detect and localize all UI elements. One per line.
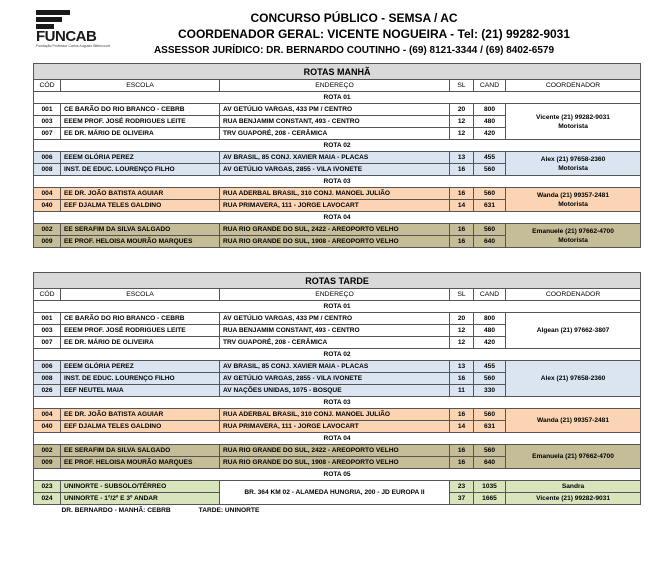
school-name: EEF DJALMA TELES GALDINO [61,421,220,433]
school-code: 007 [34,128,61,140]
route-label: ROTA 04 [34,433,641,445]
school-address: RUA PRIMAVERA, 111 - JORGE LAVOCART [220,421,450,433]
logo-tagline: Fundação Professor Carlos Augusto Bittencourt [36,44,110,48]
candidate-count: 640 [474,236,506,248]
school-code: 001 [34,104,61,116]
col-header-endereco: ENDEREÇO [220,289,450,301]
coordinator [506,104,641,140]
table-row [34,152,641,164]
col-header-escola: ESCOLA [61,289,220,301]
school-name: INST. DE EDUC. LOURENÇO FILHO [61,373,220,385]
route-header-row [34,433,641,445]
room-count: 16 [450,445,474,457]
coordinator [506,152,641,176]
candidate-count: 480 [474,116,506,128]
route-header-row [34,397,641,409]
coordinator [506,361,641,397]
room-count: 14 [450,200,474,212]
candidate-count: 560 [474,373,506,385]
coordinator-contact: Alex (21) 97658-2360 [540,155,606,163]
coordinator-contact: Vicente (21) 99282-9031 [536,113,610,121]
col-header-sl: SL [450,80,474,92]
route-header-row [34,212,641,224]
coordinator [506,224,641,248]
room-count: 16 [450,188,474,200]
room-count: 16 [450,373,474,385]
legal-advisor: ASSESSOR JURÍDICO: DR. BERNARDO COUTINHO - (69) 8121-3344 / (69) 8402-6579 [153,45,555,56]
school-code: 003 [34,325,61,337]
room-count: 16 [450,236,474,248]
school-address: AV GETÚLIO VARGAS, 433 PM / CENTRO [220,313,450,325]
route-label: ROTA 02 [34,140,641,152]
room-count: 13 [450,361,474,373]
candidate-count: 420 [474,337,506,349]
school-address: RUA BENJAMIM CONSTANT, 493 - CENTRO [220,116,450,128]
school-name: CE BARÃO DO RIO BRANCO - CEBRB [61,313,220,325]
table-row [34,361,641,373]
room-count: 13 [450,152,474,164]
school-address: RUA RIO GRANDE DO SUL, 2422 - AREOPORTO VELHO [220,445,450,457]
col-header-coordenador: COORDENADOR [506,80,641,92]
col-header-cand: CAND [474,80,506,92]
school-name: EE SERAFIM DA SILVA SALGADO [61,224,220,236]
section-title: ROTAS MANHÃ [34,64,641,80]
school-address: RUA RIO GRANDE DO SUL, 1908 - AREOPORTO VELHO [220,236,450,248]
coordinator [506,445,641,469]
coordinator-driver: Motorista [558,122,588,130]
school-name: EEF NEUTEL MAIA [61,385,220,397]
table-row [34,313,641,325]
school-name: EE DR. JOÃO BATISTA AGUIAR [61,409,220,421]
school-name: CE BARÃO DO RIO BRANCO - CEBRB [61,104,220,116]
route-label: ROTA 01 [34,92,641,104]
coordinator: Sandra [506,481,641,493]
school-code: 008 [34,373,61,385]
route-header-row [34,92,641,104]
route-label: ROTA 03 [34,176,641,188]
school-code: 007 [34,337,61,349]
table-row [34,188,641,200]
candidate-count: 560 [474,445,506,457]
logo-wordmark: FUNCAB [36,28,97,45]
school-code: 009 [34,457,61,469]
coordinator-contact: Alex (21) 97658-2360 [540,375,606,382]
school-code: 002 [34,224,61,236]
candidate-count: 420 [474,128,506,140]
school-code: 006 [34,361,61,373]
school-name: EE PROF. HELOISA MOURÃO MARQUES [61,457,220,469]
coordinator-driver: Motorista [558,200,588,208]
candidate-count: 800 [474,104,506,116]
room-count: 16 [450,409,474,421]
school-address: RUA RIO GRANDE DO SUL, 1908 - AREOPORTO VELHO [220,457,450,469]
coordinator-driver: Motorista [558,164,588,172]
school-code: 040 [34,421,61,433]
coordinator-contact: Wanda (21) 99357-2481 [537,417,610,424]
school-name: UNINORTE - 1º/2º E 3º ANDAR [61,493,220,505]
room-count: 12 [450,116,474,128]
school-name: EE SERAFIM DA SILVA SALGADO [61,445,220,457]
room-count: 12 [450,128,474,140]
school-name: EE DR. MÁRIO DE OLIVEIRA [61,128,220,140]
school-address: AV GETÚLIO VARGAS, 2855 - VILA IVONETE [220,373,450,385]
school-code: 006 [34,152,61,164]
room-count: 20 [450,104,474,116]
school-name: INST. DE EDUC. LOURENÇO FILHO [61,164,220,176]
table-row [34,445,641,457]
school-address: RUA ADERBAL BRASIL, 310 CONJ. MANOEL JULIÃO [220,188,450,200]
school-name: EEEM PROF. JOSÉ RODRIGUES LEITE [61,116,220,128]
school-code: 023 [34,481,61,493]
route-header-row [34,301,641,313]
school-code: 040 [34,200,61,212]
coordinator-contact: Emanuele (21) 97662-4700 [532,227,614,235]
route-label: ROTA 05 [34,469,641,481]
coordinator: Vicente (21) 99282-9031 [506,493,641,505]
school-code: 004 [34,409,61,421]
col-header-cand: CAND [474,289,506,301]
school-name: EEF DJALMA TELES GALDINO [61,200,220,212]
school-code: 026 [34,385,61,397]
table-row [34,481,641,493]
school-name: EE DR. MÁRIO DE OLIVEIRA [61,337,220,349]
school-name: UNINORTE - SUBSOLO/TÉRREO [61,481,220,493]
route-header-row [34,140,641,152]
route-label: ROTA 03 [34,397,641,409]
school-address: TRV GUAPORÉ, 208 - CERÂMICA [220,128,450,140]
column-header-row [34,289,641,301]
section-title-row [34,273,641,289]
room-count: 12 [450,337,474,349]
candidate-count: 560 [474,188,506,200]
school-address: AV BRASIL, 85 CONJ. XAVIER MAIA - PLACAS [220,361,450,373]
room-count: 20 [450,313,474,325]
footer-afternoon: TARDE: UNINORTE [198,506,260,514]
coordinator [506,409,641,433]
candidate-count: 455 [474,152,506,164]
coordinator [506,313,641,349]
section-title-row [34,64,641,80]
candidate-count: 631 [474,200,506,212]
morning-routes-table [33,63,641,248]
room-count: 16 [450,457,474,469]
coordinator-contact: Wanda (21) 99357-2481 [537,191,609,199]
col-header-sl: SL [450,289,474,301]
school-code: 002 [34,445,61,457]
school-address: AV GETÚLIO VARGAS, 2855 - VILA IVONETE [220,164,450,176]
room-count: 16 [450,224,474,236]
room-count: 12 [450,325,474,337]
route-header-row [34,469,641,481]
column-header-row [34,80,641,92]
school-name: EEEM GLÓRIA PEREZ [61,361,220,373]
school-code: 009 [34,236,61,248]
candidate-count: 800 [474,313,506,325]
school-address: AV BRASIL, 85 CONJ. XAVIER MAIA - PLACAS [220,152,450,164]
candidate-count: 330 [474,385,506,397]
footer-row [34,505,641,517]
coordinator-contact: Emanuela (21) 97662-4700 [532,453,614,460]
school-address: AV NAÇÕES UNIDAS, 1075 - BOSQUE [220,385,450,397]
candidate-count: 1035 [474,481,506,493]
col-header-cod: CÓD [34,289,61,301]
afternoon-routes-table [33,272,641,516]
candidate-count: 560 [474,409,506,421]
footer-note [34,505,641,517]
candidate-count: 631 [474,421,506,433]
footer-morning: DR. BERNARDO - MANHÃ: CEBRB [61,506,171,514]
coordinator [506,188,641,212]
route-label: ROTA 02 [34,349,641,361]
document-title: CONCURSO PÚBLICO - SEMSA / AC [250,11,458,25]
route-label: ROTA 01 [34,301,641,313]
school-address: AV GETÚLIO VARGAS, 433 PM / CENTRO [220,104,450,116]
coordinator-contact: Algean (21) 97662-3807 [536,327,610,334]
school-address: BR. 364 KM 02 - ALAMEDA HUNGRIA, 200 - JD EUROPA II [220,481,450,505]
room-count: 16 [450,164,474,176]
coordinator-driver: Motorista [558,236,588,244]
candidate-count: 455 [474,361,506,373]
candidate-count: 560 [474,224,506,236]
table-row [34,224,641,236]
room-count: 37 [450,493,474,505]
school-name: EEEM GLÓRIA PEREZ [61,152,220,164]
school-name: EEEM PROF. JOSÉ RODRIGUES LEITE [61,325,220,337]
route-header-row [34,176,641,188]
school-address: TRV GUAPORÉ, 208 - CERÂMICA [220,337,450,349]
candidate-count: 560 [474,164,506,176]
school-address: RUA BENJAMIM CONSTANT, 493 - CENTRO [220,325,450,337]
candidate-count: 480 [474,325,506,337]
table-row [34,104,641,116]
route-header-row [34,349,641,361]
room-count: 23 [450,481,474,493]
room-count: 14 [450,421,474,433]
school-address: RUA ADERBAL BRASIL, 310 CONJ. MANOEL JULIÃO [220,409,450,421]
col-header-coordenador: COORDENADOR [506,289,641,301]
col-header-endereco: ENDEREÇO [220,80,450,92]
candidate-count: 1665 [474,493,506,505]
school-name: EE DR. JOÃO BATISTA AGUIAR [61,188,220,200]
school-code: 003 [34,116,61,128]
section-title: ROTAS TARDE [34,273,641,289]
school-code: 024 [34,493,61,505]
col-header-cod: CÓD [34,80,61,92]
room-count: 11 [450,385,474,397]
school-address: RUA RIO GRANDE DO SUL, 2422 - AREOPORTO VELHO [220,224,450,236]
route-label: ROTA 04 [34,212,641,224]
school-code: 008 [34,164,61,176]
school-name: EE PROF. HELOISA MOURÃO MARQUES [61,236,220,248]
candidate-count: 640 [474,457,506,469]
col-header-escola: ESCOLA [61,80,220,92]
table-row [34,409,641,421]
school-code: 004 [34,188,61,200]
school-address: RUA PRIMAVERA, 111 - JORGE LAVOCART [220,200,450,212]
school-code: 001 [34,313,61,325]
general-coordinator: COORDENADOR GERAL: VICENTE NOGUEIRA - Tel: (21) 99282-9031 [177,27,571,41]
